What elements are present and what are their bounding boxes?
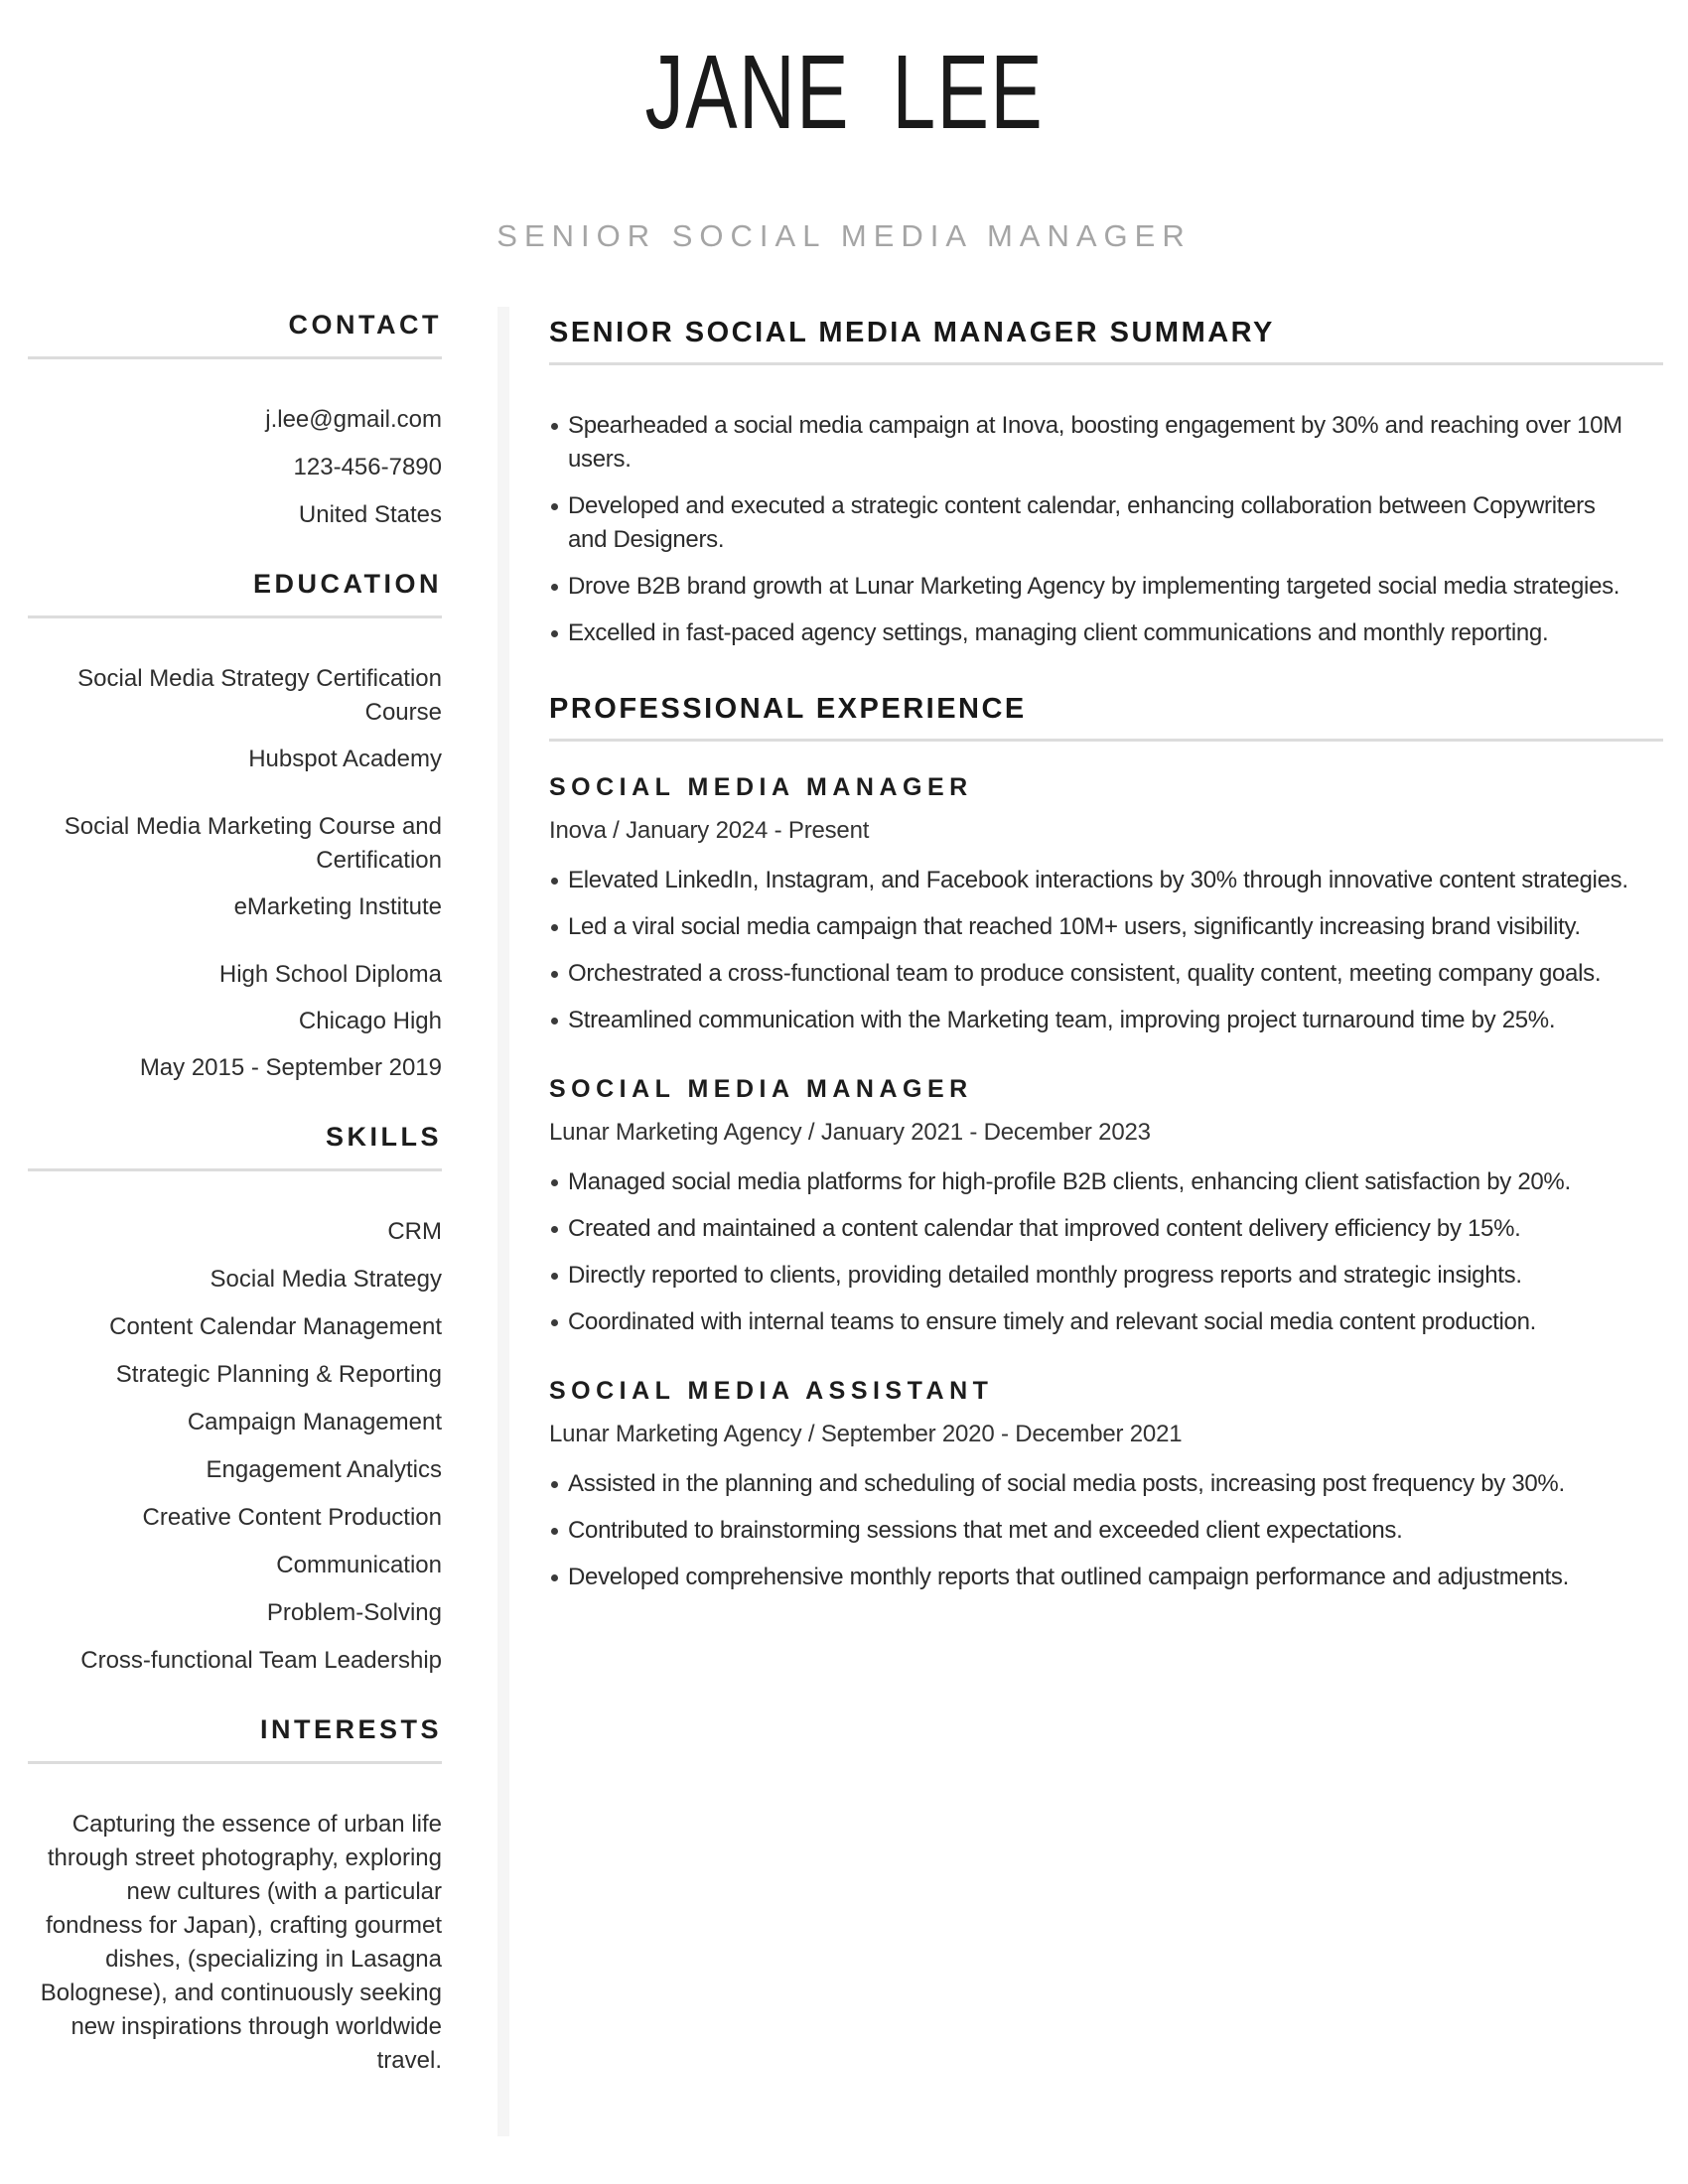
education-school: eMarketing Institute [233,893,442,920]
education-section [28,566,442,1085]
summary-bullet-list [549,409,1663,650]
bullet-item [549,1305,1663,1339]
bullet-dot-icon [551,503,558,510]
bullet-item [549,1561,1663,1594]
bullet-item [549,1467,1663,1501]
job-company-dates: Lunar Marketing Agency / January 2021 - December 2023 [549,1119,1151,1146]
education-degree: High School Diploma [218,961,442,988]
skill-item: CRM [387,1218,442,1245]
contact-list [28,403,442,532]
interests-heading: INTERESTS [259,1714,442,1744]
bullet-text: Led a viral social media campaign that reached 10M+ users, significantly increasing brand visibility. [568,913,1581,940]
bullet-item [549,957,1663,991]
bullet-text: Drove B2B brand growth at Lunar Marketing Agency by implementing targeted social media strategies. [568,573,1620,600]
section-divider-line [28,356,442,359]
section-divider-line [549,362,1663,365]
job-entry [549,771,1663,1037]
job-bullet-list [549,864,1663,1037]
person-name-text: JANE LEE [644,34,1044,151]
bullet-item [549,570,1663,604]
bullet-dot-icon [551,924,558,931]
job-company-dates: Inova / January 2024 - Present [549,817,870,844]
bullet-dot-icon [551,423,558,430]
interests-body [28,1808,442,2078]
bullet-text: Managed social media platforms for high-profile B2B clients, enhancing client satisfaction by 20%. [568,1168,1571,1195]
bullet-dot-icon [551,1226,558,1233]
bullet-item [549,864,1663,897]
person-job-title: SENIOR SOCIAL MEDIA MANAGER [496,218,1192,254]
interests-text: Capturing the essence of urban life through street photography, exploring new cultures (with a particular fondness for Japan), crafting gourmet dishes, (specializing in Lasagna Bolognese), and continuously seeking new inspirations through worldwide travel. [40,1811,442,2074]
skills-heading: SKILLS [325,1122,442,1152]
skill-item: Engagement Analytics [206,1456,442,1483]
bullet-text: Coordinated with internal teams to ensure timely and relevant social media content production. [568,1308,1537,1335]
job-entry [549,1073,1663,1339]
contact-location: United States [298,501,442,528]
bullet-item [549,1212,1663,1246]
education-list [28,662,442,1085]
education-dates: May 2015 - September 2019 [139,1054,442,1081]
education-school: Chicago High [298,1008,442,1034]
skill-item: Campaign Management [187,1409,442,1435]
sidebar [28,307,442,2112]
education-entry [28,958,442,1085]
job-title: SOCIAL MEDIA MANAGER [549,1075,973,1103]
bullet-item [549,616,1663,650]
skill-item: Communication [276,1552,442,1578]
bullet-text: Developed and executed a strategic content calendar, enhancing collaboration between Copywriters and Designers. [568,492,1596,553]
contact-section [28,307,442,532]
bullet-text: Excelled in fast-paced agency settings, managing client communications and monthly reporting. [568,619,1549,646]
education-entry [28,810,442,924]
education-heading: EDUCATION [253,569,442,599]
bullet-text: Elevated LinkedIn, Instagram, and Facebook interactions by 30% through innovative content strategies. [568,867,1628,893]
bullet-item [549,1004,1663,1037]
bullet-dot-icon [551,584,558,591]
bullet-text: Orchestrated a cross-functional team to produce consistent, quality content, meeting company goals. [568,960,1602,987]
main-content [549,307,1663,1630]
education-school: Hubspot Academy [248,746,442,772]
person-name [0,34,1688,151]
bullet-dot-icon [551,1273,558,1280]
skill-item: Problem-Solving [266,1599,442,1626]
bullet-text: Spearheaded a social media campaign at Inova, boosting engagement by 30% and reaching over 10M users. [568,412,1622,473]
bullet-dot-icon [551,1528,558,1535]
bullet-text: Directly reported to clients, providing detailed monthly progress reports and strategic insights. [568,1262,1522,1289]
bullet-item [549,1514,1663,1548]
resume-header [0,0,1688,254]
section-divider-line [28,1168,442,1171]
interests-section [28,1711,442,2078]
bullet-dot-icon [551,878,558,885]
section-divider-line [28,1761,442,1764]
bullet-text: Assisted in the planning and scheduling of social media posts, increasing post frequency by 30%. [568,1470,1565,1497]
education-entry [28,662,442,776]
summary-section [549,316,1663,650]
bullet-item [549,489,1663,557]
bullet-dot-icon [551,971,558,978]
contact-heading: CONTACT [288,310,442,340]
section-divider-line [549,739,1663,742]
bullet-dot-icon [551,1179,558,1186]
bullet-item [549,1165,1663,1199]
experience-section [549,692,1663,1594]
bullet-text: Streamlined communication with the Marketing team, improving project turnaround time by 25%. [568,1007,1556,1033]
skill-item: Content Calendar Management [109,1313,442,1340]
bullet-dot-icon [551,630,558,637]
job-title: SOCIAL MEDIA ASSISTANT [549,1377,994,1405]
job-bullet-list [549,1165,1663,1339]
bullet-item [549,1259,1663,1293]
bullet-dot-icon [551,1319,558,1326]
bullet-text: Contributed to brainstorming sessions that met and exceeded client expectations. [568,1517,1403,1544]
bullet-text: Developed comprehensive monthly reports that outlined campaign performance and adjustments. [568,1564,1569,1590]
skills-section [28,1119,442,1678]
contact-phone: 123-456-7890 [293,454,442,480]
bullet-dot-icon [551,1018,558,1024]
skill-item: Social Media Strategy [210,1266,442,1293]
bullet-dot-icon [551,1574,558,1581]
bullet-text: Created and maintained a content calendar that improved content delivery efficiency by 15%. [568,1215,1521,1242]
skill-item: Strategic Planning & Reporting [115,1361,442,1388]
education-degree: Social Media Strategy Certification Course [77,665,442,726]
experience-heading: PROFESSIONAL EXPERIENCE [549,693,1027,725]
bullet-dot-icon [551,1481,558,1488]
column-divider [497,307,509,2136]
job-company-dates: Lunar Marketing Agency / September 2020 - December 2021 [549,1421,1183,1447]
job-bullet-list [549,1467,1663,1594]
job-title: SOCIAL MEDIA MANAGER [549,773,973,801]
bullet-item [549,910,1663,944]
job-entry [549,1375,1663,1594]
section-divider-line [28,615,442,618]
contact-email: j.lee@gmail.com [265,406,442,433]
skill-item: Creative Content Production [142,1504,442,1531]
bullet-item [549,409,1663,477]
skill-item: Cross-functional Team Leadership [80,1647,442,1674]
education-degree: Social Media Marketing Course and Certification [64,813,442,874]
skills-list [28,1215,442,1678]
summary-heading: SENIOR SOCIAL MEDIA MANAGER SUMMARY [549,317,1275,348]
